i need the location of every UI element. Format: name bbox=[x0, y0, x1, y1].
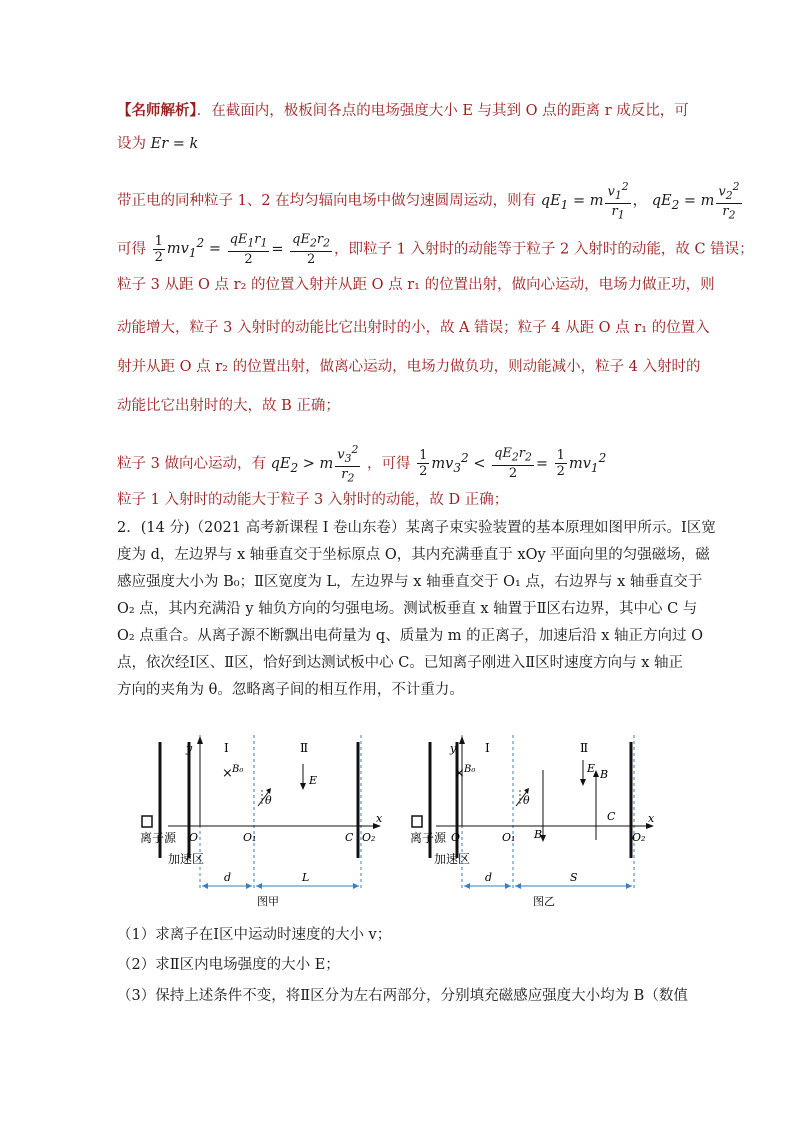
analysis-line-5: 粒子 3 从距 O 点 r₂ 的位置入射并从距 O 点 r₁ 的位置出射，做向心运动，电场力做正功，则 bbox=[117, 277, 715, 293]
analysis-line-8: 动能比它出射时的大，故 B 正确； bbox=[117, 398, 340, 414]
svg-text:y: y bbox=[186, 742, 193, 755]
svg-text:B: B bbox=[600, 768, 609, 781]
svg-text:d: d bbox=[224, 871, 232, 884]
analysis-line-10: 粒子 1 入射时的动能大于粒子 3 入射时的动能，故 D 正确； bbox=[117, 492, 509, 508]
svg-text:O₁: O₁ bbox=[502, 831, 516, 844]
question-1: （1）求离子在Ⅰ区中运动时速度的大小 v； bbox=[117, 927, 392, 943]
problem-line-3: 感应强度大小为 B₀；Ⅱ区宽度为 L，左边界与 x 轴垂直交于 O₁ 点，右边界与 x 轴垂直交于 bbox=[117, 574, 703, 590]
svg-text:x: x bbox=[648, 812, 655, 825]
svg-text:离子源: 离子源 bbox=[410, 831, 447, 845]
analysis-line-7: 射并从距 O 点 r₂ 的位置出射，做离心运动，电场力做负功，则动能减小，粒子 4 入射时的 bbox=[117, 359, 701, 375]
analysis-line-6: 动能增大，粒子 3 入射时的动能比它出射时的小，故 A 错误；粒子 4 从距 O 点 r₁ 的位置入 bbox=[117, 320, 710, 336]
svg-text:O₂: O₂ bbox=[632, 831, 646, 844]
figure-jia bbox=[140, 730, 390, 915]
svg-text:B₀: B₀ bbox=[232, 764, 244, 775]
figure-yi-caption: 图乙 bbox=[533, 895, 555, 908]
question-2: （2）求Ⅱ区内电场强度的大小 E； bbox=[117, 957, 340, 973]
svg-text:y: y bbox=[450, 742, 457, 755]
problem-line-4: O₂ 点，其内充满沿 y 轴负方向的匀强电场。测试板垂直 x 轴置于Ⅱ区右边界，其中心 C 与 bbox=[117, 601, 698, 617]
analysis-line-4: 可得 $\frac{1}{2}$ $mv_1^2$ = $\frac{qE_1r_1}{2}$ = $\frac{qE_2r_2}{2}$ ，即粒子 1 入射时的动能等于粒子 2 入射时的动能，故 C 错误； bbox=[117, 232, 754, 267]
ion-source-icon bbox=[142, 816, 152, 827]
svg-text:d: d bbox=[485, 871, 493, 884]
svg-text:L: L bbox=[302, 871, 310, 884]
svg-text:C: C bbox=[345, 831, 354, 844]
svg-text:S: S bbox=[570, 871, 578, 884]
ion-source-icon bbox=[412, 816, 422, 827]
svg-text:加速区: 加速区 bbox=[434, 852, 471, 866]
analysis-line-9: 粒子 3 做向心运动，有 $qE_2 > m$ $\frac{v_3^2}{r_2}$ ，可得 $\frac{1}{2}$ $mv_3^2$ < $\frac{qE_2r_2}{2}$ = $\frac{1}{2}$ $mv_1^2$ bbox=[117, 443, 607, 485]
figure-yi bbox=[410, 730, 660, 915]
svg-text:O₁: O₁ bbox=[243, 831, 257, 844]
svg-text:x: x bbox=[376, 812, 383, 825]
analysis-header-tag: 【名师解析】 bbox=[117, 102, 197, 119]
cross-icon: × bbox=[222, 766, 233, 781]
svg-text:Ⅱ: Ⅱ bbox=[300, 741, 309, 755]
svg-text:θ: θ bbox=[523, 794, 530, 807]
svg-text:Ⅰ: Ⅰ bbox=[485, 741, 490, 755]
svg-text:离子源: 离子源 bbox=[140, 831, 177, 845]
question-3: （3）保持上述条件不变，将Ⅱ区分为左右两部分，分别填充磁感应强度大小均为 B（数值 bbox=[117, 988, 688, 1004]
svg-text:θ: θ bbox=[265, 794, 272, 807]
analysis-line-1: 【名师解析】．在截面内，极板间各点的电场强度大小 E 与其到 O 点的距离 r 成反比，可 bbox=[117, 102, 689, 119]
formula-er-k: Er = k bbox=[150, 136, 199, 152]
problem-line-1: 2．(14 分)（2021 高考新课程 I 卷山东卷）某离子束实验装置的基本原理如图甲所示。Ⅰ区宽 bbox=[117, 520, 716, 536]
svg-text:O₂: O₂ bbox=[362, 831, 376, 844]
analysis-line-2: 设为 Er = k bbox=[117, 136, 199, 152]
svg-text:E: E bbox=[587, 762, 596, 775]
svg-text:Ⅰ: Ⅰ bbox=[224, 741, 229, 755]
analysis-line-3: 带正电的同种粒子 1、2 在均匀辐向电场中做匀速圆周运动，则有 $qE_1 = m$ $\frac{v_1^2}{r_1}$ ， $qE_2 = m$ $\frac{v_2^2}{r_2}$ bbox=[117, 180, 740, 222]
problem-line-5: O₂ 点重合。从离子源不断飘出电荷量为 q、质量为 m 的正离子，加速后沿 x 轴正方向过 O bbox=[117, 628, 704, 644]
svg-text:B₀: B₀ bbox=[464, 764, 476, 775]
svg-text:Ⅱ: Ⅱ bbox=[580, 741, 589, 755]
svg-text:C: C bbox=[607, 810, 616, 823]
svg-text:E: E bbox=[309, 774, 318, 787]
problem-line-2: 度为 d，左边界与 x 轴垂直交于坐标原点 O，其内充满垂直于 xOy 平面向里的匀强磁场，磁 bbox=[117, 547, 710, 563]
svg-text:O: O bbox=[451, 831, 461, 844]
problem-line-7: 方向的夹角为 θ。忽略离子间的相互作用，不计重力。 bbox=[117, 682, 464, 698]
formula-qe2: $qE_2 = m$ bbox=[651, 192, 715, 212]
problem-line-6: 点，依次经Ⅰ区、Ⅱ区，恰好到达测试板中心 C。已知离子刚进入Ⅱ区时速度方向与 x 轴正 bbox=[117, 655, 684, 671]
figure-jia-caption: 图甲 bbox=[257, 895, 279, 908]
formula-qe1: $qE_1 = m$ bbox=[540, 192, 604, 212]
svg-text:B: B bbox=[534, 828, 543, 841]
svg-text:加速区: 加速区 bbox=[168, 852, 205, 866]
cross-icon: × bbox=[454, 766, 465, 781]
svg-text:O: O bbox=[189, 831, 199, 844]
